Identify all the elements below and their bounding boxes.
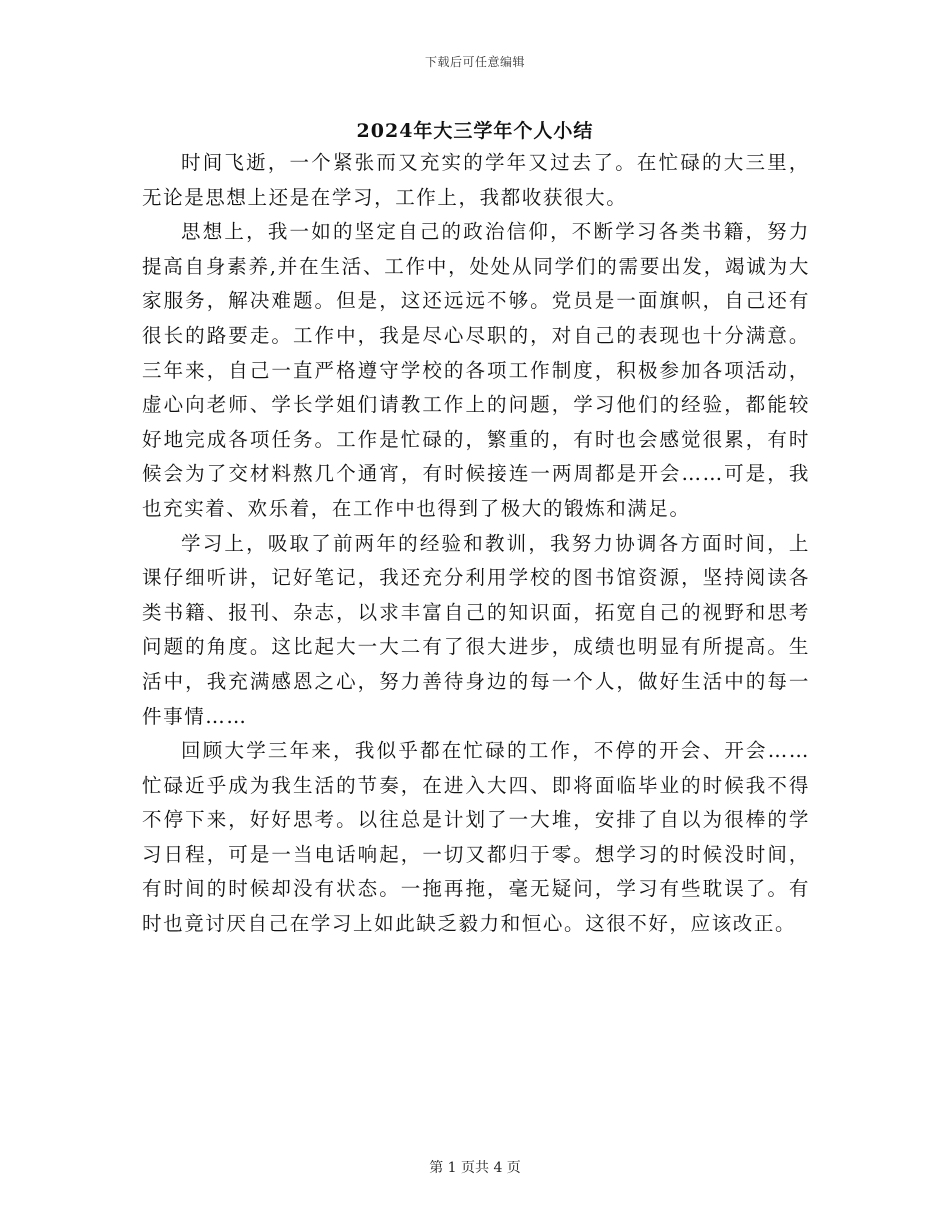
- paragraph-2: 思想上，我一如的坚定自己的政治信仰，不断学习各类书籍，努力提高自身素养,并在生活、工作中，处处从同学们的需要出发，竭诚为大家服务，解决难题。但是，这还远远不够。党员是一面旗帜，自己还有很长的路要走。工作中，我是尽心尽职的，对自己的表现也十分满意。三年来，自己一直严格遵守学校的各项工作制度，积极参加各项活动，虚心向老师、学长学姐们请教工作上的问题，学习他们的经验，都能较好地完成各项任务。工作是忙碌的，繁重的，有时也会感觉很累，有时候会为了交材料熬几个通宵，有时候接连一两周都是开会……可是，我也充实着、欢乐着，在工作中也得到了极大的锻炼和满足。: [142, 220, 810, 520]
- paragraph-3: 学习上，吸取了前两年的经验和教训，我努力协调各方面时间，上课仔细听讲，记好笔记，我还充分利用学校的图书馆资源，坚持阅读各类书籍、报刊、杂志，以求丰富自己的知识面，拓宽自己的视野和思考问题的角度。这比起大一大二有了很大进步，成绩也明显有所提高。生活中，我充满感恩之心，努力善待身边的每一个人，做好生活中的每一件事情……: [142, 531, 810, 728]
- header-note: 下载后可任意编辑: [424, 55, 525, 69]
- paragraph-4: 回顾大学三年来，我似乎都在忙碌的工作，不停的开会、开会……忙碌近乎成为我生活的节奏，在进入大四、即将面临毕业的时候我不得不停下来，好好思考。以往总是计划了一大堆，安排了自以为很棒的学习日程，可是一当电话响起，一切又都归于零。想学习的时候没时间，有时间的时候却没有状态。一拖再拖，毫无疑问，学习有些耽误了。有时也竟讨厌自己在学习上如此缺乏毅力和恒心。这很不好，应该改正。: [142, 739, 810, 936]
- page-number: 第 1 页共 4 页: [429, 1160, 521, 1176]
- document-body: [142, 146, 810, 942]
- document-title: 2024年大三学年个人小结: [356, 120, 594, 142]
- paragraph-1: 时间飞逝，一个紧张而又充实的学年又过去了。在忙碌的大三里，无论是思想上还是在学习，工作上，我都收获很大。: [142, 151, 810, 209]
